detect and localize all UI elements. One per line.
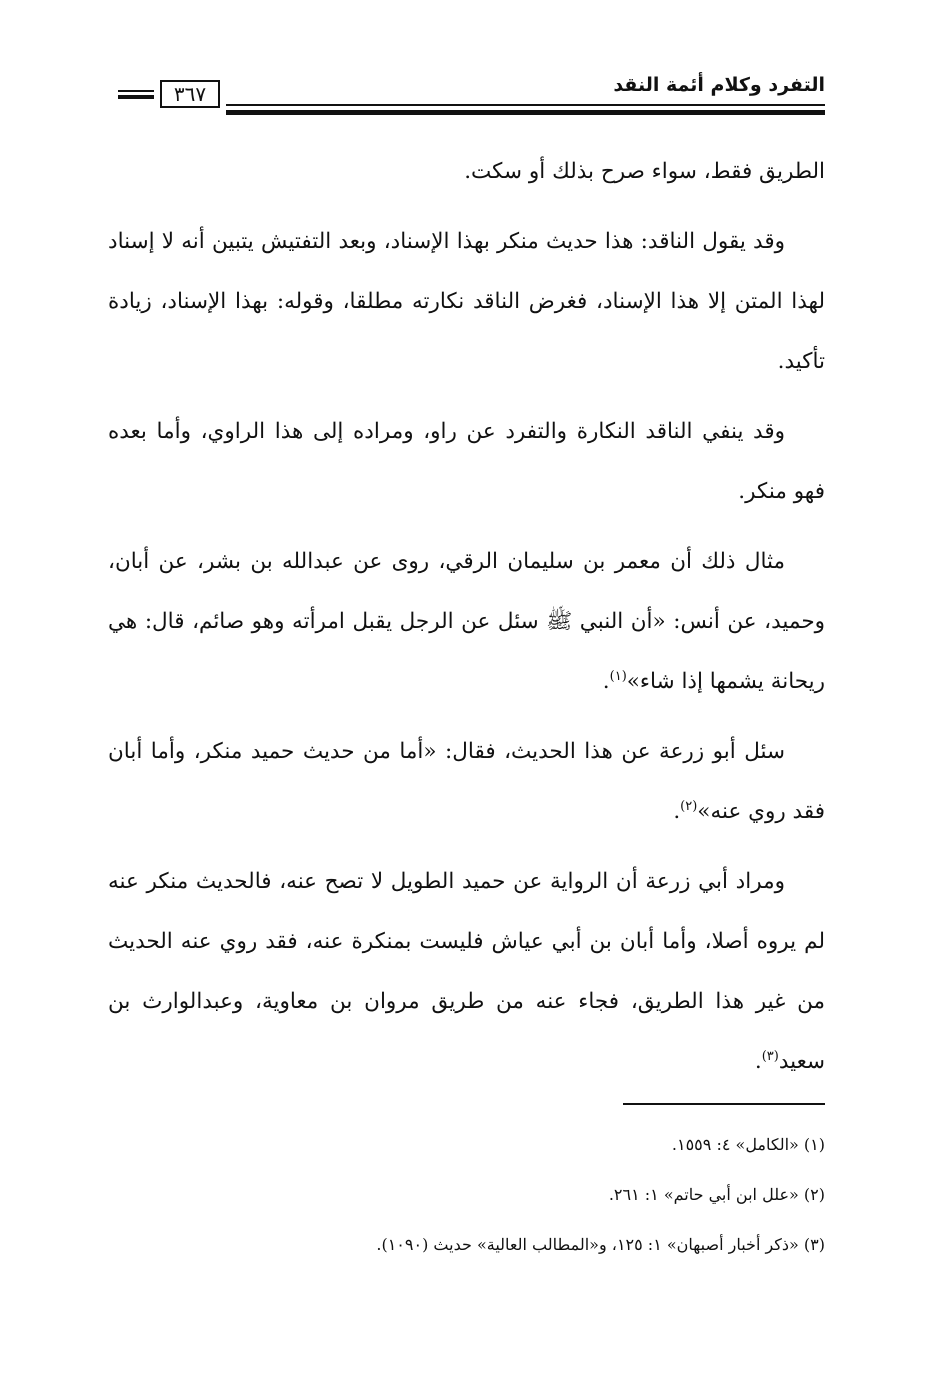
footnote-marker[interactable]: (٢) [680, 798, 698, 814]
footnote: (١) «الكامل» ٤: ١٥٥٩. [671, 1135, 825, 1154]
paragraph [108, 212, 825, 392]
paragraph [108, 142, 825, 202]
paragraph-text: ومراد أبي زرعة أن الرواية عن حميد الطويل لا تصح عنه، فالحديث منكر عنه لم يروه أصلا، وأما أبان بن أبي عياش فليست بمنكرة عنه، فقد روي عنه الحديث من غير هذا الطريق، فجاء عنه من طريق مروان بن معاوية، وعبدالوارث بن سعيد [108, 869, 825, 1074]
paragraph: ومراد أبي زرعة أن الرواية عن حميد الطويل لا تصح عنه، فالحديث منكر عنه لم يروه أصلا، وأما أبان بن أبي عياش فليست بمنكرة عنه، فقد روي عنه الحديث من غير هذا الطريق، فجاء عنه من طريق مروان بن معاوية، وعبدالوارث بن سعيد$^{(٣)}$. [108, 869, 825, 1074]
footnote-marker[interactable]: (٣) [761, 1048, 779, 1064]
running-header [110, 70, 825, 120]
footnote: (٣) «ذكر أخبار أصبهان» ١: ١٢٥، و«المطالب العالية» حديث (١٠٩٠). [376, 1235, 825, 1254]
footnote-marker[interactable]: (١) [609, 668, 627, 684]
footnote: (٢) «علل ابن أبي حاتم» ١: ٢٦١. [608, 1185, 825, 1204]
paragraph-text: سئل أبو زرعة عن هذا الحديث، فقال: «أما من حديث حميد منكر، وأما أبان فقد روي عنه» [108, 739, 825, 824]
paragraph-text: وقد يقول الناقد: هذا حديث منكر بهذا الإسناد، وبعد التفتيش يتبين أنه لا إسناد لهذا المتن إلا هذا الإسناد، فغرض الناقد نكارته مطلقا، وقوله: بهذا الإسناد، زيادة تأكيد. [108, 229, 825, 374]
paragraph-text: وقد ينفي الناقد النكارة والتفرد عن راو، ومراده إلى هذا الراوي، وأما بعده فهو منكر. [108, 419, 825, 504]
header-rule-thin [226, 104, 825, 106]
chapter-title: التفرد وكلام أئمة النقد [613, 74, 825, 96]
footnote-separator [623, 1103, 825, 1105]
paragraph: سئل أبو زرعة عن هذا الحديث، فقال: «أما من حديث حميد منكر، وأما أبان فقد روي عنه»$^{(٢)}$. [108, 739, 825, 824]
body-text [108, 142, 825, 1092]
header-rule-left-thick [118, 95, 154, 99]
paragraph-text: الطريق فقط، سواء صرح بذلك أو سكت. [464, 159, 825, 184]
page-number: ٣٦٧ [160, 80, 220, 108]
footnotes [108, 1120, 825, 1270]
header-rule-left-thin [118, 90, 154, 92]
paragraph: مثال ذلك أن معمر بن سليمان الرقي، روى عن عبدالله بن بشر، عن أبان، وحميد، عن أنس: «أن النبي ﷺ سئل عن الرجل يقبل امرأته وهو صائم، قال: هي ريحانة يشمها إذا شاء»$^{(١)}$. [108, 549, 825, 694]
paragraph [108, 402, 825, 522]
header-rule-thick [226, 110, 825, 115]
paragraph-text: مثال ذلك أن معمر بن سليمان الرقي، روى عن عبدالله بن بشر، عن أبان، وحميد، عن أنس: «أن النبي ﷺ سئل عن الرجل يقبل امرأته وهو صائم، قال: هي ريحانة يشمها إذا شاء» [108, 549, 825, 694]
